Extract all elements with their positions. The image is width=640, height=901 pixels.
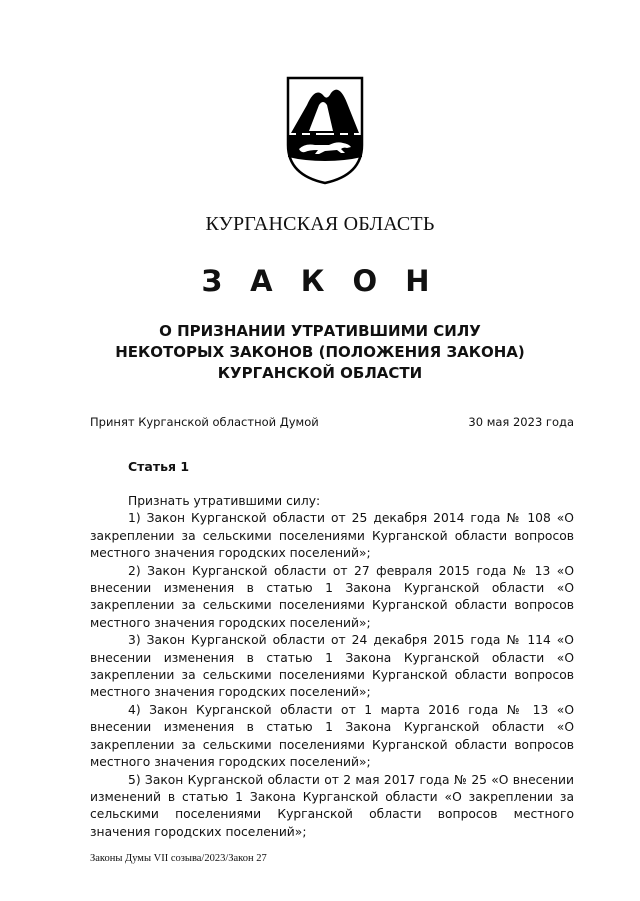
list-item: 3) Закон Курганской области от 24 декабря 2015 года № 114 «О внесении изменения в статью 1 Закона Курганской области «О закреплении за сельскими поселениями Курганской области вопросов местного значения городских поселений»; — [90, 633, 574, 700]
list-item: 5) Закон Курганской области от 2 мая 2017 года № 25 «О внесении изменений в статью 1 Закона Курганской области «О закреплении за сельскими поселениями Курганской области вопросов местного значения городских поселений»; — [90, 772, 574, 839]
article-heading: Статья 1 — [128, 459, 190, 474]
article-body — [90, 493, 574, 841]
coat-of-arms-icon — [285, 75, 365, 185]
adopted-by: Принят Курганской областной Думой — [90, 415, 319, 429]
page-footer: Законы Думы VII созыва/2023/Закон 27 — [90, 853, 267, 864]
list-item: 1) Закон Курганской области от 25 декабря 2014 года № 108 «О закреплении за сельскими поселениями Курганской области вопросов местного значения городских поселений»; — [90, 511, 574, 561]
region-name: КУРГАНСКАЯ ОБЛАСТЬ — [205, 213, 435, 235]
list-item: 4) Закон Курганской области от 1 марта 2016 года № 13 «О внесении изменения в статью 1 Закона Курганской области «О закреплении за сельскими поселениями Курганской области вопросов местного значения городских поселений»; — [90, 702, 574, 770]
law-title: О ПРИЗНАНИИ УТРАТИВШИМИ СИЛУ НЕКОТОРЫХ ЗАКОНОВ (ПОЛОЖЕНИЯ ЗАКОНА) КУРГАНСКОЙ ОБЛАСТИ — [115, 322, 525, 382]
document-type: З А К О Н — [201, 264, 439, 298]
article-intro: Признать утратившими силу: — [128, 494, 321, 508]
adopted-date: 30 мая 2023 года — [468, 415, 574, 429]
list-item: 2) Закон Курганской области от 27 февраля 2015 года № 13 «О внесении изменения в статью 1 Закона Курганской области «О закреплении за сельскими поселениями Курганской области вопросов местного значения городских поселений»; — [90, 563, 574, 630]
